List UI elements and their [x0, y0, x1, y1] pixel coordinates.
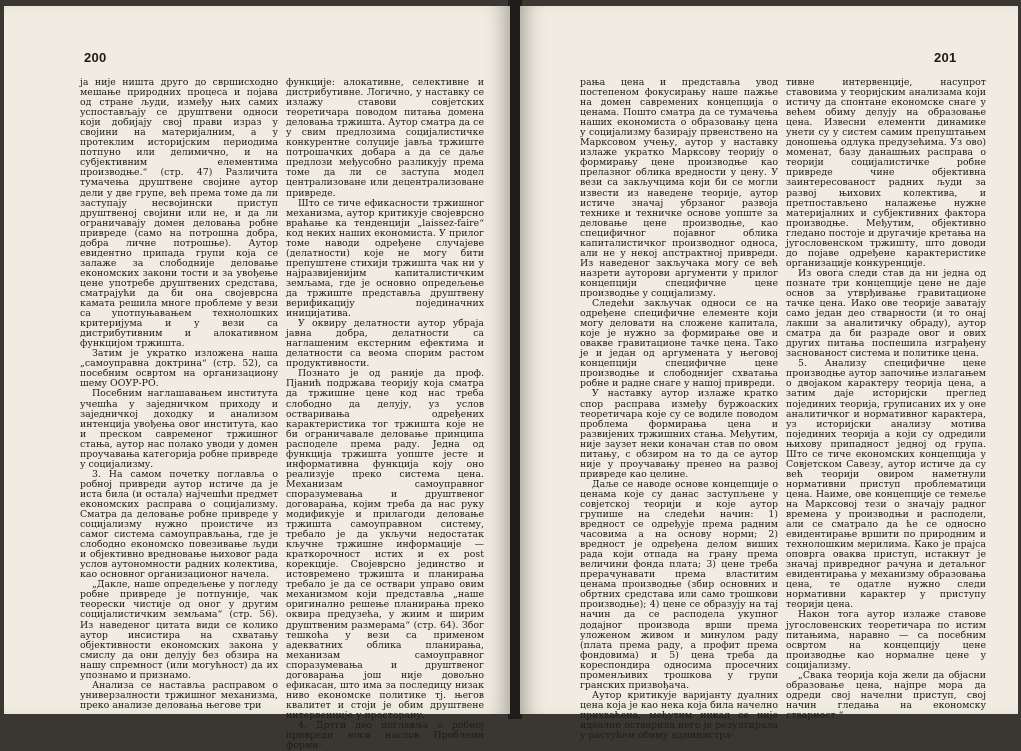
paragraph: Из овога следи став да ни једна од познате три концепције цене не даје основ за утврђивање гравитационе тачке цена. Иако ове теорије заватају само један део стварности (и то онај лакши за аналитичку обраду), аутор сматра да би разраде овог и ових других питања поспешила изграђену заснованост система и политике цена.	[786, 267, 986, 360]
page-number: 200	[84, 50, 107, 65]
right-page	[520, 6, 1018, 742]
paragraph: У наставку аутор излаже кратко спор расправа између буржоаских теоретичара које су се водиле поводом проблема формирања цена и развијених тржишних стања. Међутим, није заузет неки коначан став по овом питању, с обзиром на то да се аутор није у проучавању пренео на развој привреде као целине.	[580, 388, 778, 480]
paragraph: функције: алокативне, селективне и дистрибутивне. Логично, у наставку се излажу ставови совјетских теоретичара поводом питања домена деловања тржишта. Аутор сматра да се у свим предлозима социјалистичке конкурентне солуције јавља тржиште потрошачких добара а да се даље предлози међусобно разликују према томе да ли се заступа модел централизоване или децентрализоване привреде.	[286, 77, 484, 199]
paragraph: Познато је од раније да проф. Пјанић подржава теорију која сматра да тржишне цене код нас треба слободно да делују, уз услов остваривања одређених карактеристика тог тржишта које не би ограничавале деловање принципа расподеле према раду. Једна од функција тржишта уопште јесте и информативна функција коју оно реализује преко система цена. Механизам самоуправног споразумевања и друштвеног договарања, којим треба да нас руку модификује и прилагоди деловање тржишта самоуправном систему, требало је да укључи недостатак кључне тржишне информације — краткорочност истих и ex post корекције. Својеврсно јединство и истовремено тржишта и планирања требало је да се оствари управо овим механизмом који представља „наше оригинално решење планирања преко оквира предузећа, у жиим и ширим друштвеним размерама“ (стр. 64). Због тешкоћа у вези са применом адекватних облика планирања, механизам самоуправног споразумевања и друштвеног договарања још није довољно ефикасан, што има за последицу низак ниво економске политике тј. његов квалитет и стоји је обим друштвене интервенције у просторану.	[286, 368, 484, 721]
paragraph: рања цена и представља увод постепеном фокусирању наше пажње на домен савремених концепција о ценама. Пошто сматра да се тумачења наших економиста о образовању цена у социјализму базирају првенствено на Марксовом учењу, аутор у наставку излаже укратко Марксову теорију о формирању цене производње као прелазног облика вредности у цену. У вези са закључцима који би се могли извести из наведене теорије, аутор истиче значај убрзаног развоја технике и техничке основе уопште за деловање цене производње, као специфичног појавног облика капиталистичког производног односа, али не у некој апстрактној привреди. Из наведеног закључака могу се већ назрети ауторови аргументи у прилог концепцији специфичне цене производње у социјализму.	[580, 77, 778, 299]
paragraph: 5. Анализу специфичне цене производње аутор започиње излагањем о двојаком карактеру теорија цена, а затим даје историјски преглед појединих теорија, груписаних их у оне аналитичког и нормативног карактера, уз историјски анализу мотива појединих теорија а који су одредили њихову припадност једној од група. Што се тиче економских концепција у Совјетском Савезу, аутор истиче да су већ теорији овиром наметнули нормативни приступ проблематици цена. Наиме, ове концепције се темеље на Марксовој тези о значају радног времена у производњи и расподели, али се сматрало да ће се односно евидентирање вршити по природним и технолошким мерилима. Како је прајса оповрга оваква приступ, истакнут је значај привредног рачуна и детаљног евидентирања у механизму образовања цена, те одатле нужно следи нормативни карактер у приступу теорији цена.	[786, 358, 986, 611]
paragraph: Анализа се наставља расправом о универзалности тржишног механизма, преко анализе деловања његове три	[80, 679, 278, 711]
paragraph: Даље се наводе основе концепције о ценама које су данас заступљене у совјетској теорији и које аутор групише на следећи начин: 1) вредност се одређује према радним часовима а на основу норми; 2) вредност је одређена делом виших рада који отпада на грану према величини фонда плата; 3) цене треба прерачунавати према властитим ценама производње (збир основних и обртних средстава или само трошкови производње); 4) цене се образују на тај начин да се расподела укупног додајног производа врши према уложеном живом и минулом раду (плата према раду, а профит према фондовима) и 5) цена треба да кореспондира односима просечних променљивих трошкова у групи гранских призвођача.	[580, 478, 778, 691]
right-column-1	[580, 77, 778, 742]
paragraph: 3. На самом почетку поглавља о робној привреди аутор истиче да је иста била (и остала) најчешћи предмет економских расправа о социјализму. Сматра да деловање робне привреде у социјализму нужно проистиче из самог система самоуправљања, где је слободно економско повезивање људи и објективно вредновање њиховог рада услов аутономности радних колектива, као основног организационог начела.	[80, 468, 278, 581]
paragraph: Посебним наглашавањем института учешћа у заједничком приходу и заједничкој доходку и анализом интенција увођења овог института, као и преском савременог тржишног стања, аутор нас полако уводи у домен проучавања категорија робне привреде у социјализму.	[80, 388, 278, 470]
paragraph: 4. Други део поглавља о робној привреди носи наслов Проблеми форми-	[286, 720, 484, 751]
left-page	[4, 6, 510, 751]
paragraph: Затим је укратко изложена наша „самоуправна доктрина“ (стр. 52), са посебним освртом на организациону шему ООУР-РО.	[80, 348, 278, 390]
paragraph: У оквиру делатности аутор убраја јавна добра, делатности са наглашеним екстерним ефектима и делатности са веома спорим растом продуктивности.	[286, 318, 484, 370]
paragraph: ја није ништа друго до свршисходно мешање природних процеса и појава од стране људи, између њих самих успостављају се друштвени односи који добијају свој прави израз у својини на материјалним, а у протеклим историјским периодима потпуно или делимично, и на субјективним елементима производње.“ (стр. 47) Различита тумачења друштвене својине аутор дели у две групе, већ према томе да ли заступају несвојински приступ друштвеној својини или не, и да ли ограничавају домен деловања робне привреде (само на потрошна добра, добра личне потрошње). Аутор евидентно припада групи која се залаже за слободније деловање економских закони тости и за увођење цене употребе друштвених средстава, сматрајући да би она својеврсна камата решила многе проблеме у вези са употпуњавањем технолошких критеријума и у вези са дистрибутивним и алокативном функцијом тржишта.	[80, 77, 278, 350]
left-column-1	[80, 77, 278, 711]
left-column-2	[286, 77, 484, 751]
paragraph: Након тога аутор излаже ставове југословенских теоретичара по истим питањима, наравно — са посебним освртом на концепцију цене производње као нормалне цене у социјализму.	[786, 609, 986, 671]
paragraph: „Дакле, наше опредељење у погледу робне привреде је потпуније, чак теорески чистије од оног у другим социјалистичким земљама“ (стр. 56). Из наведеног цитата види се колико аутор инсистира на схватању објективности економских закона у смислу да они делују без обзира на нашу спремност (или могућност) да их упознамо и признамо.	[80, 579, 278, 681]
paragraph: тивне интервенције, насупрот ставовима у теоријским анализама који истичу да спонтане економске снаге у већем обиму делују на образовање цена. Извесни елементи динамике унети су у систем самим препуштањем доношења одлука предузећима. Уз ово) моменат, базу данашњих расправа о теорији социјалистичке робне привреде чине објективна заинтересованост радних људи за развој њихових колектива, и претпостављено налажење нужне материјалних и субјективних фактора производње. Међутим, објективно гледано постоје и другачије кретања на југословенском тржишту, што доводи до појаве одређене карактеристике организације конкуренције.	[786, 77, 986, 269]
paragraph: Што се тиче ефикасности тржишног механизма, аутор критикује својеврсно враћање ка тенденцији „laissez-faire“ код неких наших економиста. У прилог томе наводи одређене случајеве (делатности) које не могу бити препуштене стихији тржишта чак ни у најразвијенијим капиталистичким земљама, где је основно опредељење да тржиште представља друштвену верификацију појединачних иницијатива.	[286, 197, 484, 320]
right-column-2	[786, 77, 986, 721]
paragraph: Аутор критикује варијанту дуалних цена која је као нека која била начелно прихваћена, међутим никад се није идеално остварила него је резултирала у растућем обиму администра-	[580, 689, 778, 742]
paragraph: „Свака теорија која жели да објасни образовање цена, најпре мора да одреди свој начелни приступ, свој начин гледања на економску стварност.“	[786, 669, 986, 721]
paragraph: Следећи закључак односи се на одређене специфичне елементе који могу деловати на сложене капитала, које је нужно за формирање ове и оваквe гравитационе тачке цена. Тако је и један од аргумената у његовој концепцији специфичне цене производње и слободнијег схватања робне и радне снаге у нашој привреди.	[580, 298, 778, 390]
page-number: 201	[934, 50, 957, 65]
